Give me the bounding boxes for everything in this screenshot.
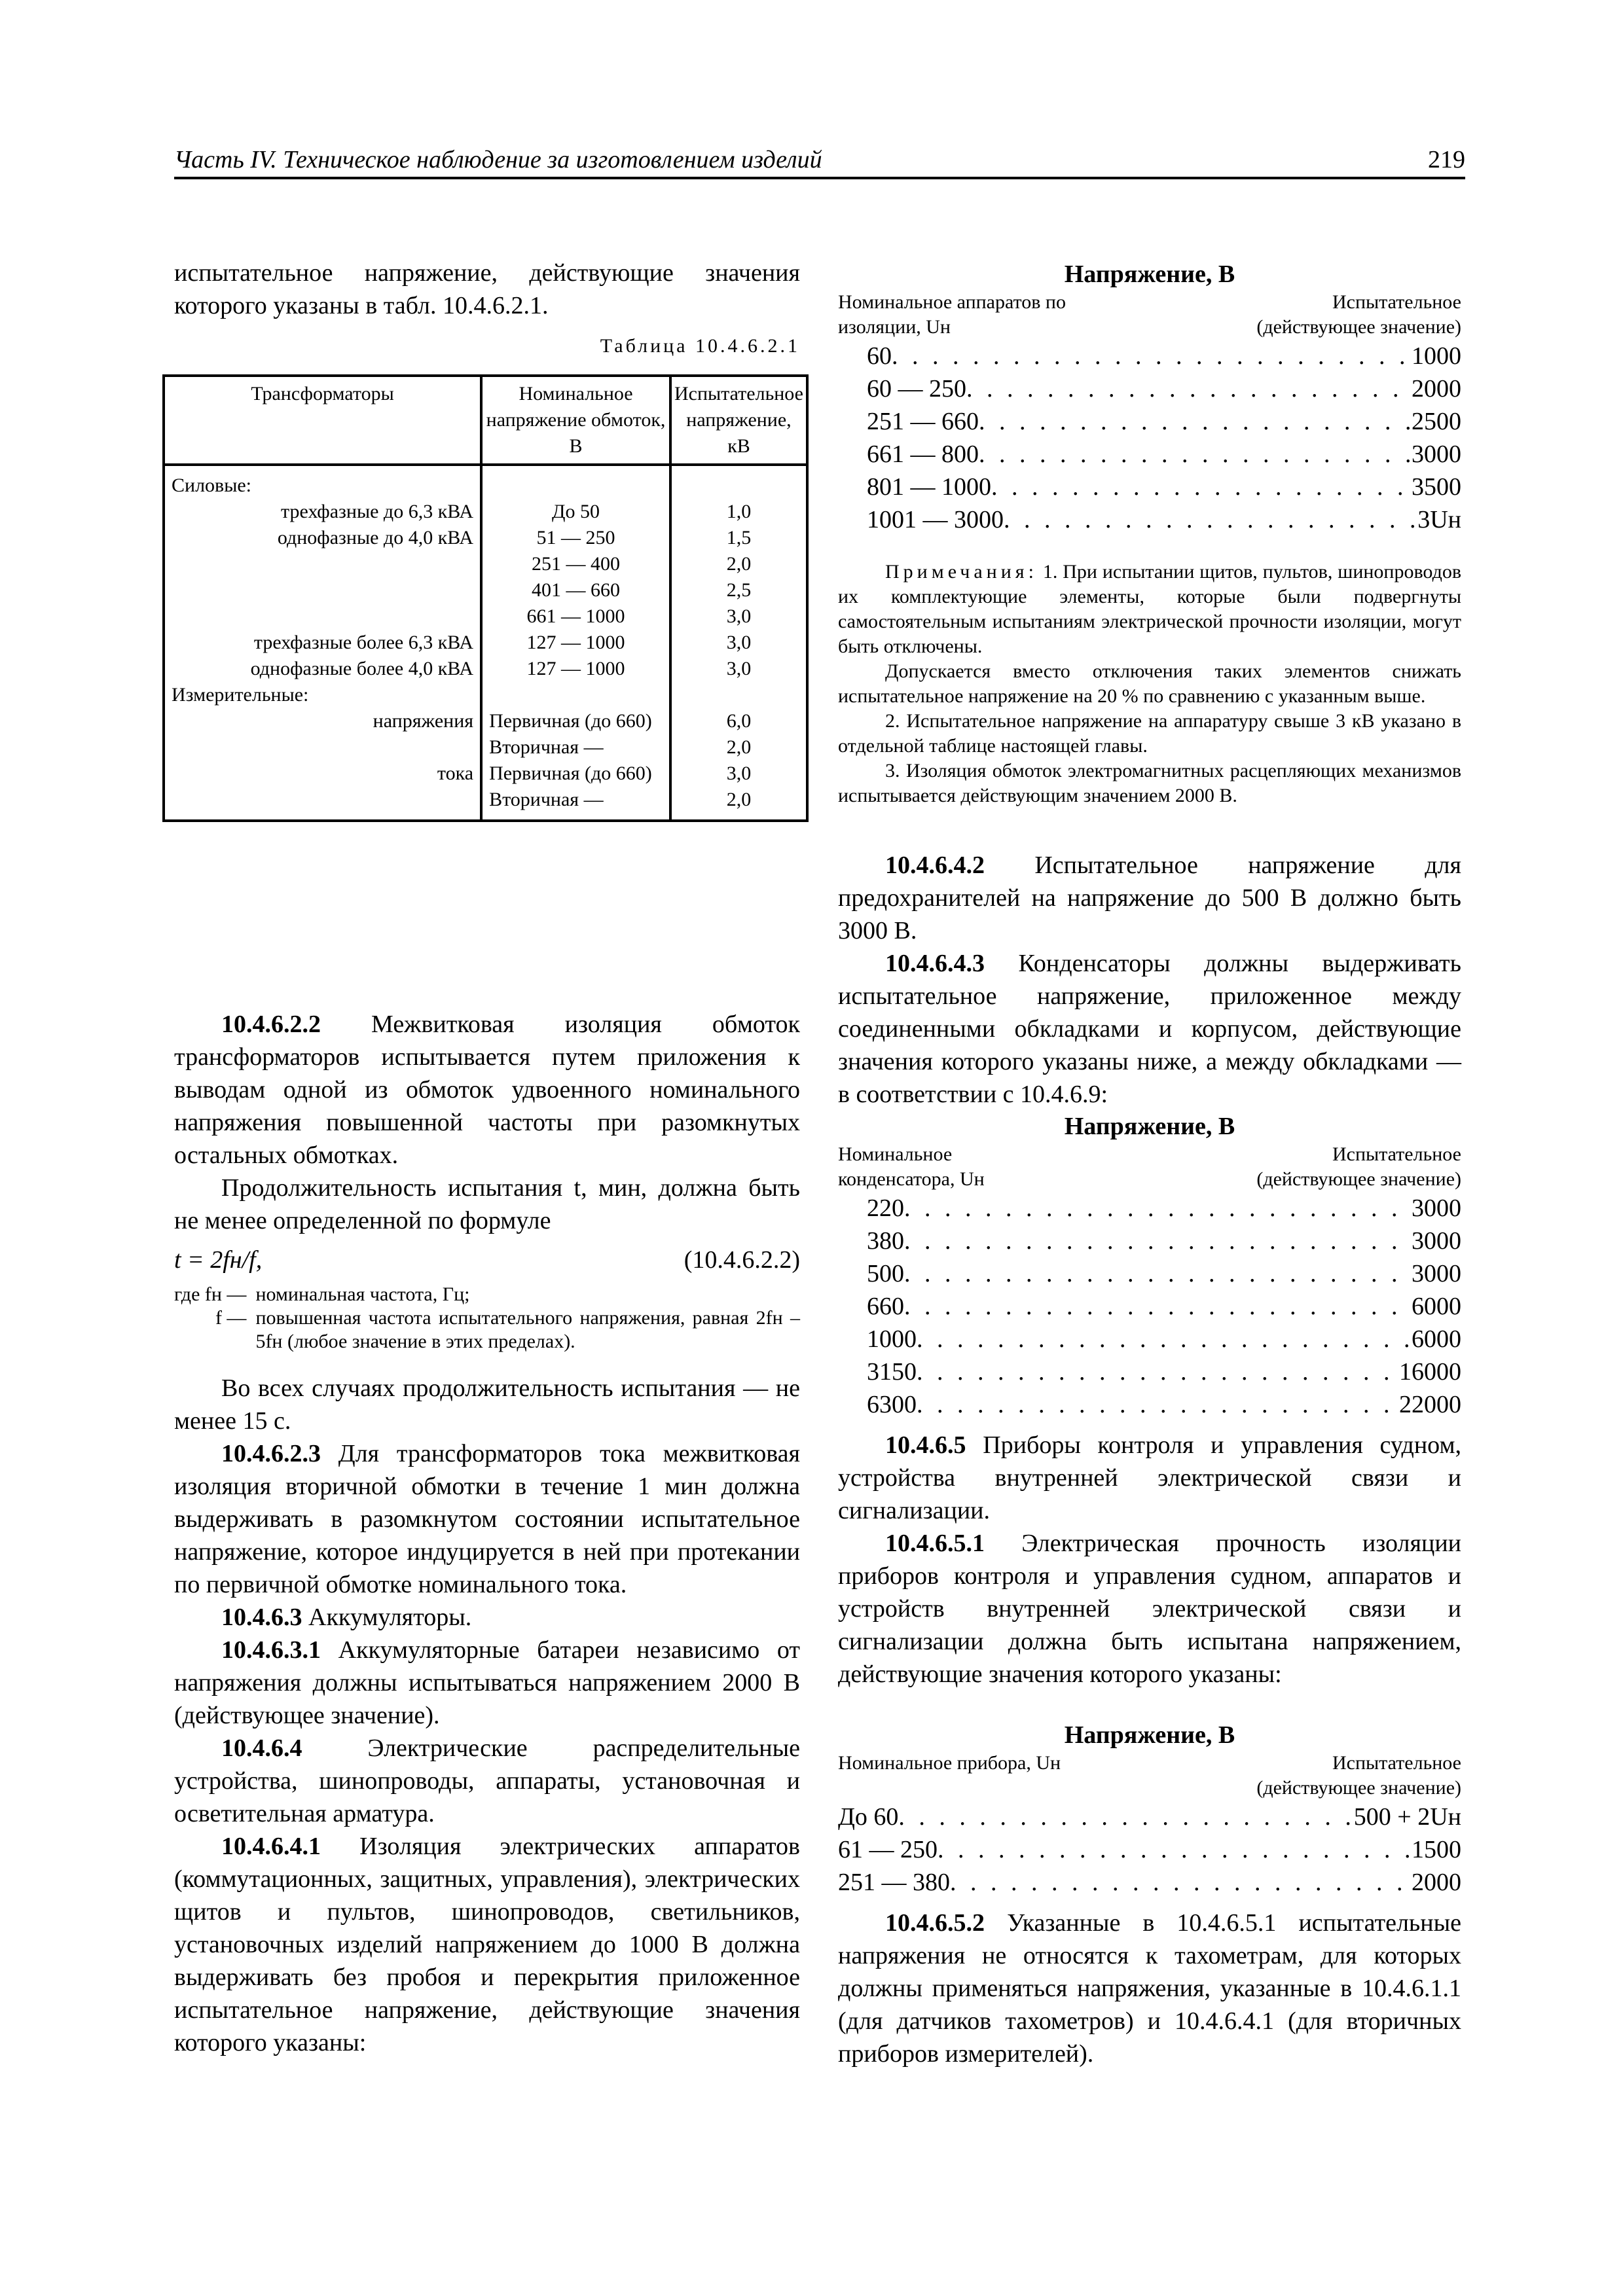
voltage-row [838, 1866, 1461, 1899]
right-top [838, 259, 1461, 808]
dot-leader [904, 1225, 1412, 1257]
formula-number: (10.4.6.2.2) [684, 1246, 800, 1274]
legend-text: повышенная частота испытательного напряжения, равная 2fн – 5fн (любое значение в этих пределах). [255, 1307, 800, 1352]
voltage-row [838, 503, 1461, 536]
dot-leader [1004, 503, 1417, 536]
clause-text: Изоляция электрических аппаратов (коммутационных, защитных, управления), электрических щитов и пультов, шинопроводов, светильников, установочных изделий напряжением до 1000 В должна выдерживать без пробоя и перекрытия приложенное испытательное напряжение, действующие значения которого указаны: [174, 1833, 800, 2056]
note-2: 2. Испытательное напряжение на аппаратуру свыше 3 кВ указано в отдельной таблице настоящей главы. [838, 710, 1461, 757]
cell-transformer: однофазные до 4,0 кВА [164, 525, 481, 551]
voltage-row [838, 471, 1461, 503]
nominal-value: 251 — 660 [867, 408, 979, 435]
page-number: 219 [1428, 146, 1465, 173]
clause-text: Аккумуляторные батареи независимо от напряжения должны испытываться напряжением 2000 В (действующее значение). [174, 1636, 800, 1729]
para-10-4-6-4-3 [838, 947, 1461, 1111]
test-value: 16000 [1399, 1358, 1461, 1386]
voltage-row [838, 1801, 1461, 1833]
legend-text: номинальная частота, Гц; [255, 1283, 470, 1305]
table-row [164, 708, 807, 734]
clause-number: 10.4.6.3.1 [221, 1636, 321, 1664]
th-transformers: Трансформаторы [164, 376, 481, 465]
cell-test [670, 682, 807, 708]
page-header [174, 145, 1465, 179]
col-nominal: Номинальное аппаратов по изоляции, Uн [838, 291, 1066, 338]
cell-transformer [164, 577, 481, 603]
cell-test: 6,0 [670, 708, 807, 734]
clause-text: Указанные в 10.4.6.5.1 испытательные напряжения не относятся к тахометрам, для которых должны применяться напряжения, указанные в 10.4.6.1.1 (для датчиков тахометров) и 10.4.6.4.1 (для вторичных приборов измерителей). [838, 1909, 1461, 2068]
cell-transformer: напряжения [164, 708, 481, 734]
table-caption: Таблица 10.4.6.2.1 [600, 335, 800, 357]
dot-leader [979, 405, 1412, 438]
transformer-table [162, 374, 809, 822]
voltage-list-apparatus [838, 259, 1461, 536]
voltage-row [838, 340, 1461, 372]
th-nominal: Номинальное напряжение обмоток, В [481, 376, 670, 465]
clause-text: Конденсаторы должны выдерживать испытательное напряжение, приложенное между соединенными обкладками и корпусом, действующие значения которого указаны ниже, а между обкладками — в соответствии с 10.4.6.9: [838, 950, 1461, 1108]
cell-transformer: трехфазные более 6,3 кВА [164, 630, 481, 656]
para-10-4-6-3 [174, 1601, 800, 1634]
note-1: 1. При испытании щитов, пультов, шинопроводов их комплектующие элементы, которые были подвергнуты самостоятельным испытаниям электрической прочности изоляции, могут быть отключены. [838, 561, 1462, 657]
legend-symbol: f — [215, 1307, 247, 1329]
para-10-4-6-5-1 [838, 1527, 1461, 1691]
clause-text: Электрическая прочность изоляции приборов контроля и управления судном, аппаратов и устройств внутренней электрической связи и сигнализации должна быть испытана напряжением, действующие значения которого указаны: [838, 1530, 1461, 1688]
dot-leader [904, 1257, 1412, 1290]
voltage-row [838, 405, 1461, 438]
cell-transformer: однофазные более 4,0 кВА [164, 656, 481, 682]
para-10-4-6-4-1 [174, 1830, 800, 2059]
cell-test: 2,0 [670, 551, 807, 577]
notes-label: Примечания: [885, 561, 1038, 583]
cell-transformer: тока [164, 761, 481, 787]
running-title: Часть IV. Техническое наблюдение за изготовлением изделий [174, 146, 822, 173]
nominal-value: 1000 [867, 1325, 917, 1353]
test-value: 3000 [1412, 1194, 1461, 1222]
nominal-value: 6300 [867, 1391, 917, 1418]
clause-number: 10.4.6.4.1 [221, 1833, 321, 1860]
table-row [164, 761, 807, 787]
clause-text: Межвитковая изоляция обмоток трансформаторов испытывается путем приложения к выводам одной из обмоток удвоенного номинального напряжения повышенной частоты при разомкнутых остальных обмотках. [174, 1011, 800, 1169]
cell-nominal: До 50 [481, 499, 670, 525]
left-intro [174, 257, 800, 363]
nominal-value: 61 — 250 [838, 1836, 938, 1863]
nominal-value: 661 — 800 [867, 440, 979, 468]
nominal-value: 380 [867, 1227, 904, 1255]
cell-test: 3,0 [670, 630, 807, 656]
clause-text: Для трансформаторов тока межвитковая изоляция вторичной обмотки в течение 1 мин должна выдерживать в разомкнутом состоянии испытательное напряжение, которое индуцируется в ней при протекании по первичной обмотке номинального тока. [174, 1440, 800, 1598]
cell-test: 2,0 [670, 787, 807, 821]
test-value: 3Uн [1417, 506, 1461, 533]
para-10-4-6-4-2 [838, 849, 1461, 947]
nominal-value: 3150 [867, 1358, 917, 1386]
cell-nominal: 127 — 1000 [481, 656, 670, 682]
voltage-row [838, 1833, 1461, 1866]
nominal-value: 660 [867, 1293, 904, 1320]
table-row [164, 465, 807, 499]
cell-test: 1,5 [670, 525, 807, 551]
cell-nominal: 251 — 400 [481, 551, 670, 577]
dot-leader [904, 1192, 1412, 1225]
clause-text: Электрические распределительные устройства, шинопроводы, аппараты, установочная и осветительная арматура. [174, 1734, 800, 1827]
test-value: 3500 [1412, 473, 1461, 501]
cell-test: 2,5 [670, 577, 807, 603]
intro-text: испытательное напряжение, действующие значения которого указаны в табл. 10.4.6.2.1. [174, 259, 800, 319]
table-row [164, 630, 807, 656]
para-10-4-6-5 [838, 1429, 1461, 1527]
test-value: 3000 [1412, 1227, 1461, 1255]
nominal-value: 500 [867, 1260, 904, 1287]
note-1-addendum: Допускается вместо отключения таких элементов снижать испытательное напряжение на 20 % по сравнению с указанным выше. [838, 660, 1461, 707]
dot-leader [892, 340, 1412, 372]
voltage-list-header [838, 1751, 1461, 1801]
nominal-value: 251 — 380 [838, 1869, 950, 1896]
cell-test: 1,0 [670, 499, 807, 525]
dot-leader [904, 1290, 1412, 1323]
nominal-value: 1001 — 3000 [867, 506, 1004, 533]
voltage-list-title: Напряжение, В [1064, 260, 1235, 288]
cell-nominal: 661 — 1000 [481, 603, 670, 630]
table-row [164, 603, 807, 630]
voltage-row [838, 1290, 1461, 1323]
cell-test: 3,0 [670, 656, 807, 682]
clause-number: 10.4.6.2.2 [221, 1011, 321, 1038]
nominal-value: До 60 [838, 1803, 899, 1831]
clause-number: 10.4.6.4 [221, 1734, 302, 1762]
cell-transformer: трехфазные до 6,3 кВА [164, 499, 481, 525]
cell-transformer: Силовые: [164, 465, 481, 499]
voltage-row [838, 1225, 1461, 1257]
col-test: Испытательное (действующее значение) [1256, 291, 1461, 338]
cell-test: 3,0 [670, 603, 807, 630]
cell-nominal: 127 — 1000 [481, 630, 670, 656]
clause-number: 10.4.6.4.3 [885, 950, 985, 977]
nominal-value: 60 — 250 [867, 375, 966, 403]
test-value: 2000 [1412, 375, 1461, 403]
cell-test [670, 465, 807, 499]
para-10-4-6-5-2 [838, 1907, 1461, 2070]
test-value: 6000 [1412, 1293, 1461, 1320]
dot-leader [938, 1833, 1412, 1866]
cell-nominal: Первичная (до 660) [481, 708, 670, 734]
cell-transformer [164, 551, 481, 577]
cell-nominal: Вторичная — [481, 734, 670, 761]
th-test: Испытательное напряжение, кВ [670, 376, 807, 465]
para-10-4-6-2-2 [174, 1008, 800, 1172]
notes [838, 560, 1461, 808]
table-row [164, 734, 807, 761]
cell-nominal [481, 682, 670, 708]
test-value: 6000 [1412, 1325, 1461, 1353]
voltage-list-header [838, 1142, 1461, 1192]
formula-expr: t = 2fн/f, [174, 1246, 263, 1274]
dot-leader [966, 372, 1412, 405]
cell-test: 3,0 [670, 761, 807, 787]
test-value: 3000 [1412, 1260, 1461, 1287]
col-nominal: Номинальное прибора, Uн [838, 1752, 1061, 1774]
test-value: 1000 [1412, 342, 1461, 370]
voltage-row [838, 1388, 1461, 1421]
table-row [164, 787, 807, 821]
note-3: 3. Изоляция обмоток электромагнитных расцепляющих механизмов испытывается действующим значением 2000 В. [838, 760, 1461, 806]
test-value: 2500 [1412, 408, 1461, 435]
voltage-row [838, 1355, 1461, 1388]
table-row [164, 499, 807, 525]
clause-number: 10.4.6.4.2 [885, 852, 985, 879]
cell-nominal [481, 465, 670, 499]
test-value: 1500 [1412, 1836, 1461, 1863]
dot-leader [917, 1355, 1399, 1388]
nominal-value: 220 [867, 1194, 904, 1222]
dot-leader [917, 1388, 1399, 1421]
clause-text: Испытательное напряжение для предохранителей на напряжение до 500 В должно быть 3000 В. [838, 852, 1461, 944]
nominal-value: 801 — 1000 [867, 473, 991, 501]
clause-text: Аккумуляторы. [302, 1604, 472, 1631]
dot-leader [991, 471, 1412, 503]
table-row [164, 682, 807, 708]
left-body [174, 1008, 800, 2059]
table-row [164, 577, 807, 603]
voltage-row [838, 1192, 1461, 1225]
voltage-row [838, 1323, 1461, 1355]
cell-nominal: Вторичная — [481, 787, 670, 821]
voltage-list-capacitors [838, 1111, 1461, 1421]
right-body [838, 849, 1461, 2070]
formula-legend [174, 1283, 800, 1354]
para-10-4-6-4 [174, 1732, 800, 1830]
para-duration: Продолжительность испытания t, мин, должна быть не менее определенной по формуле [174, 1174, 800, 1234]
para-min-duration: Во всех случаях продолжительность испытания — не менее 15 с. [174, 1374, 800, 1435]
para-10-4-6-3-1 [174, 1634, 800, 1732]
clause-number: 10.4.6.3 [221, 1604, 302, 1631]
formula [174, 1244, 800, 1276]
test-value: 2000 [1412, 1869, 1461, 1896]
voltage-list-instruments [838, 1719, 1461, 1899]
clause-number: 10.4.6.5.2 [885, 1909, 985, 1937]
cell-test: 2,0 [670, 734, 807, 761]
cell-nominal: Первичная (до 660) [481, 761, 670, 787]
test-value: 500 + 2Uн [1353, 1803, 1461, 1831]
legend-symbol: где fн — [174, 1283, 247, 1305]
cell-transformer [164, 603, 481, 630]
voltage-row [838, 438, 1461, 471]
voltage-list-title: Напряжение, В [1064, 1721, 1235, 1749]
test-value: 22000 [1399, 1391, 1461, 1418]
col-test: Испытательное (действующее значение) [1256, 1143, 1461, 1190]
cell-transformer: Измерительные: [164, 682, 481, 708]
cell-transformer [164, 734, 481, 761]
dot-leader [917, 1323, 1412, 1355]
voltage-list-title: Напряжение, В [1064, 1113, 1235, 1140]
voltage-row [838, 372, 1461, 405]
col-nominal: Номинальное конденсатора, Uн [838, 1143, 985, 1190]
dot-leader [979, 438, 1412, 471]
clause-number: 10.4.6.5 [885, 1431, 966, 1459]
col-test: Испытательное (действующее значение) [1256, 1752, 1461, 1799]
dot-leader [898, 1801, 1353, 1833]
clause-text: Приборы контроля и управления судном, устройства внутренней электрической связи и сигнализации. [838, 1431, 1461, 1524]
dot-leader [950, 1866, 1412, 1899]
test-value: 3000 [1412, 440, 1461, 468]
cell-nominal: 401 — 660 [481, 577, 670, 603]
cell-transformer [164, 787, 481, 821]
table-row [164, 525, 807, 551]
cell-nominal: 51 — 250 [481, 525, 670, 551]
voltage-row [838, 1257, 1461, 1290]
clause-number: 10.4.6.2.3 [221, 1440, 321, 1467]
table-row [164, 551, 807, 577]
para-10-4-6-2-3 [174, 1437, 800, 1601]
nominal-value: 60 [867, 342, 892, 370]
table-row [164, 656, 807, 682]
clause-number: 10.4.6.5.1 [885, 1530, 985, 1557]
voltage-list-header [838, 290, 1461, 340]
